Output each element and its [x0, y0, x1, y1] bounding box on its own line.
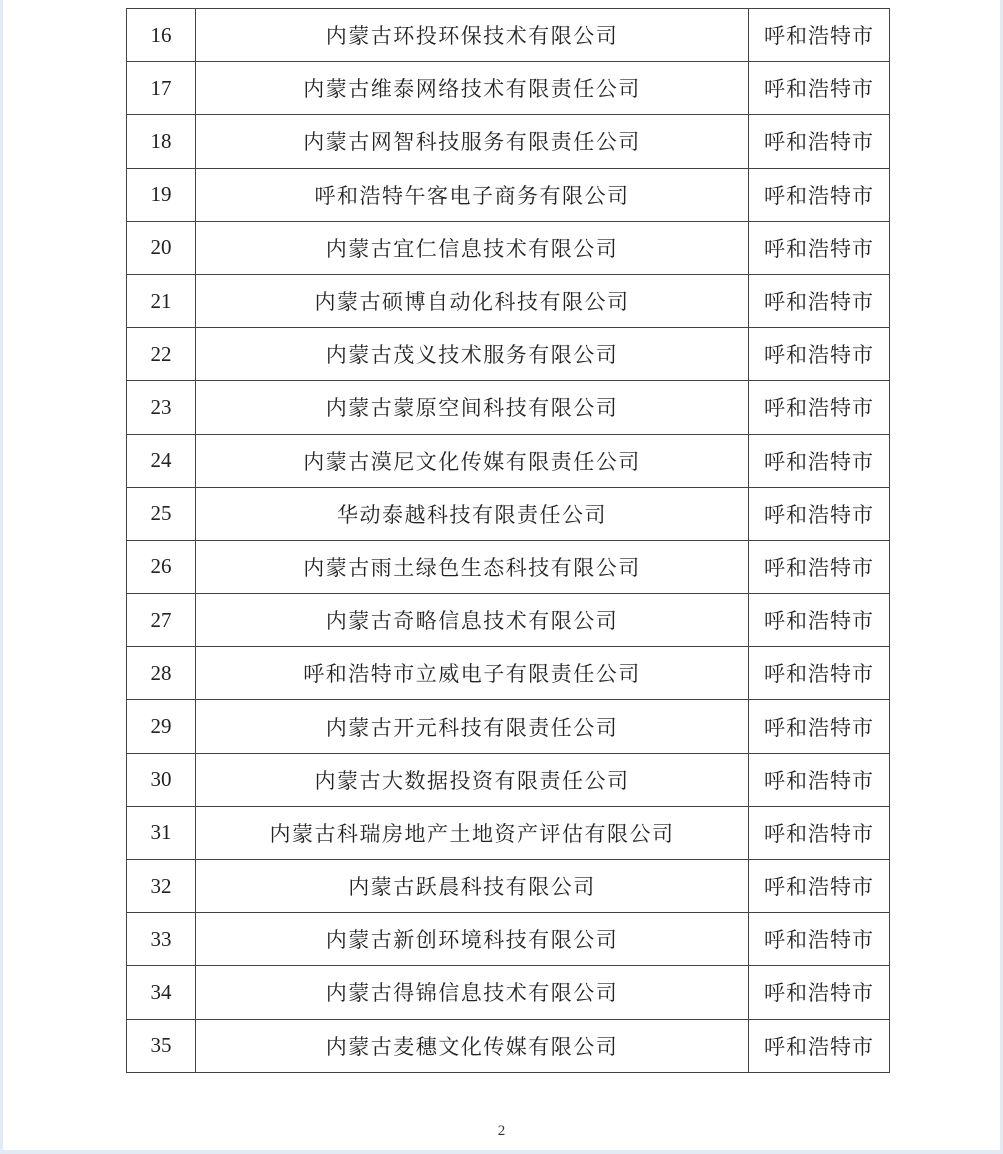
table-row — [127, 1019, 890, 1072]
row-number: 17 — [127, 62, 196, 115]
company-name: 内蒙古开元科技有限责任公司 — [196, 700, 749, 753]
company-name: 内蒙古麦穗文化传媒有限公司 — [196, 1019, 749, 1072]
company-list-body — [127, 9, 890, 1073]
city-name: 呼和浩特市 — [749, 434, 890, 487]
row-number: 18 — [127, 115, 196, 168]
row-number: 35 — [127, 1019, 196, 1072]
table-row — [127, 647, 890, 700]
table-row — [127, 381, 890, 434]
city-name: 呼和浩特市 — [749, 806, 890, 859]
company-name: 内蒙古跃晨科技有限公司 — [196, 860, 749, 913]
city-name: 呼和浩特市 — [749, 274, 890, 327]
city-name: 呼和浩特市 — [749, 966, 890, 1019]
company-name: 内蒙古新创环境科技有限公司 — [196, 913, 749, 966]
table-row — [127, 274, 890, 327]
table-row — [127, 168, 890, 221]
company-name: 内蒙古宜仁信息技术有限公司 — [196, 221, 749, 274]
table-row — [127, 62, 890, 115]
city-name: 呼和浩特市 — [749, 9, 890, 62]
row-number: 16 — [127, 9, 196, 62]
company-name: 内蒙古硕博自动化科技有限公司 — [196, 274, 749, 327]
company-name: 呼和浩特午客电子商务有限公司 — [196, 168, 749, 221]
company-name: 内蒙古维泰网络技术有限责任公司 — [196, 62, 749, 115]
city-name: 呼和浩特市 — [749, 913, 890, 966]
city-name: 呼和浩特市 — [749, 753, 890, 806]
company-name: 内蒙古科瑞房地产土地资产评估有限公司 — [196, 806, 749, 859]
table-row — [127, 753, 890, 806]
company-name: 内蒙古蒙原空间科技有限公司 — [196, 381, 749, 434]
company-name: 内蒙古大数据投资有限责任公司 — [196, 753, 749, 806]
row-number: 27 — [127, 594, 196, 647]
city-name: 呼和浩特市 — [749, 328, 890, 381]
city-name: 呼和浩特市 — [749, 860, 890, 913]
table-row — [127, 487, 890, 540]
row-number: 33 — [127, 913, 196, 966]
company-name: 内蒙古奇略信息技术有限公司 — [196, 594, 749, 647]
city-name: 呼和浩特市 — [749, 594, 890, 647]
table-row — [127, 860, 890, 913]
row-number: 24 — [127, 434, 196, 487]
company-name: 内蒙古茂义技术服务有限公司 — [196, 328, 749, 381]
row-number: 30 — [127, 753, 196, 806]
table-row — [127, 540, 890, 593]
city-name: 呼和浩特市 — [749, 115, 890, 168]
company-name: 内蒙古得锦信息技术有限公司 — [196, 966, 749, 1019]
row-number: 34 — [127, 966, 196, 1019]
row-number: 26 — [127, 540, 196, 593]
table-row — [127, 700, 890, 753]
page-number: 2 — [497, 1123, 506, 1139]
city-name: 呼和浩特市 — [749, 1019, 890, 1072]
table-row — [127, 328, 890, 381]
city-name: 呼和浩特市 — [749, 540, 890, 593]
table-row — [127, 594, 890, 647]
company-name: 华动泰越科技有限责任公司 — [196, 487, 749, 540]
row-number: 22 — [127, 328, 196, 381]
row-number: 32 — [127, 860, 196, 913]
table-row — [127, 221, 890, 274]
row-number: 23 — [127, 381, 196, 434]
row-number: 20 — [127, 221, 196, 274]
row-number: 28 — [127, 647, 196, 700]
company-name: 内蒙古网智科技服务有限责任公司 — [196, 115, 749, 168]
table-row — [127, 913, 890, 966]
city-name: 呼和浩特市 — [749, 487, 890, 540]
company-name: 呼和浩特市立威电子有限责任公司 — [196, 647, 749, 700]
city-name: 呼和浩特市 — [749, 221, 890, 274]
company-name: 内蒙古环投环保技术有限公司 — [196, 9, 749, 62]
company-name: 内蒙古雨土绿色生态科技有限公司 — [196, 540, 749, 593]
table-row — [127, 115, 890, 168]
table-row — [127, 9, 890, 62]
city-name: 呼和浩特市 — [749, 62, 890, 115]
city-name: 呼和浩特市 — [749, 381, 890, 434]
city-name: 呼和浩特市 — [749, 647, 890, 700]
row-number: 25 — [127, 487, 196, 540]
row-number: 31 — [127, 806, 196, 859]
company-list-table — [126, 8, 890, 1073]
row-number: 19 — [127, 168, 196, 221]
city-name: 呼和浩特市 — [749, 168, 890, 221]
city-name: 呼和浩特市 — [749, 700, 890, 753]
row-number: 29 — [127, 700, 196, 753]
table-row — [127, 806, 890, 859]
table-row — [127, 966, 890, 1019]
row-number: 21 — [127, 274, 196, 327]
company-name: 内蒙古漠尼文化传媒有限责任公司 — [196, 434, 749, 487]
table-row — [127, 434, 890, 487]
